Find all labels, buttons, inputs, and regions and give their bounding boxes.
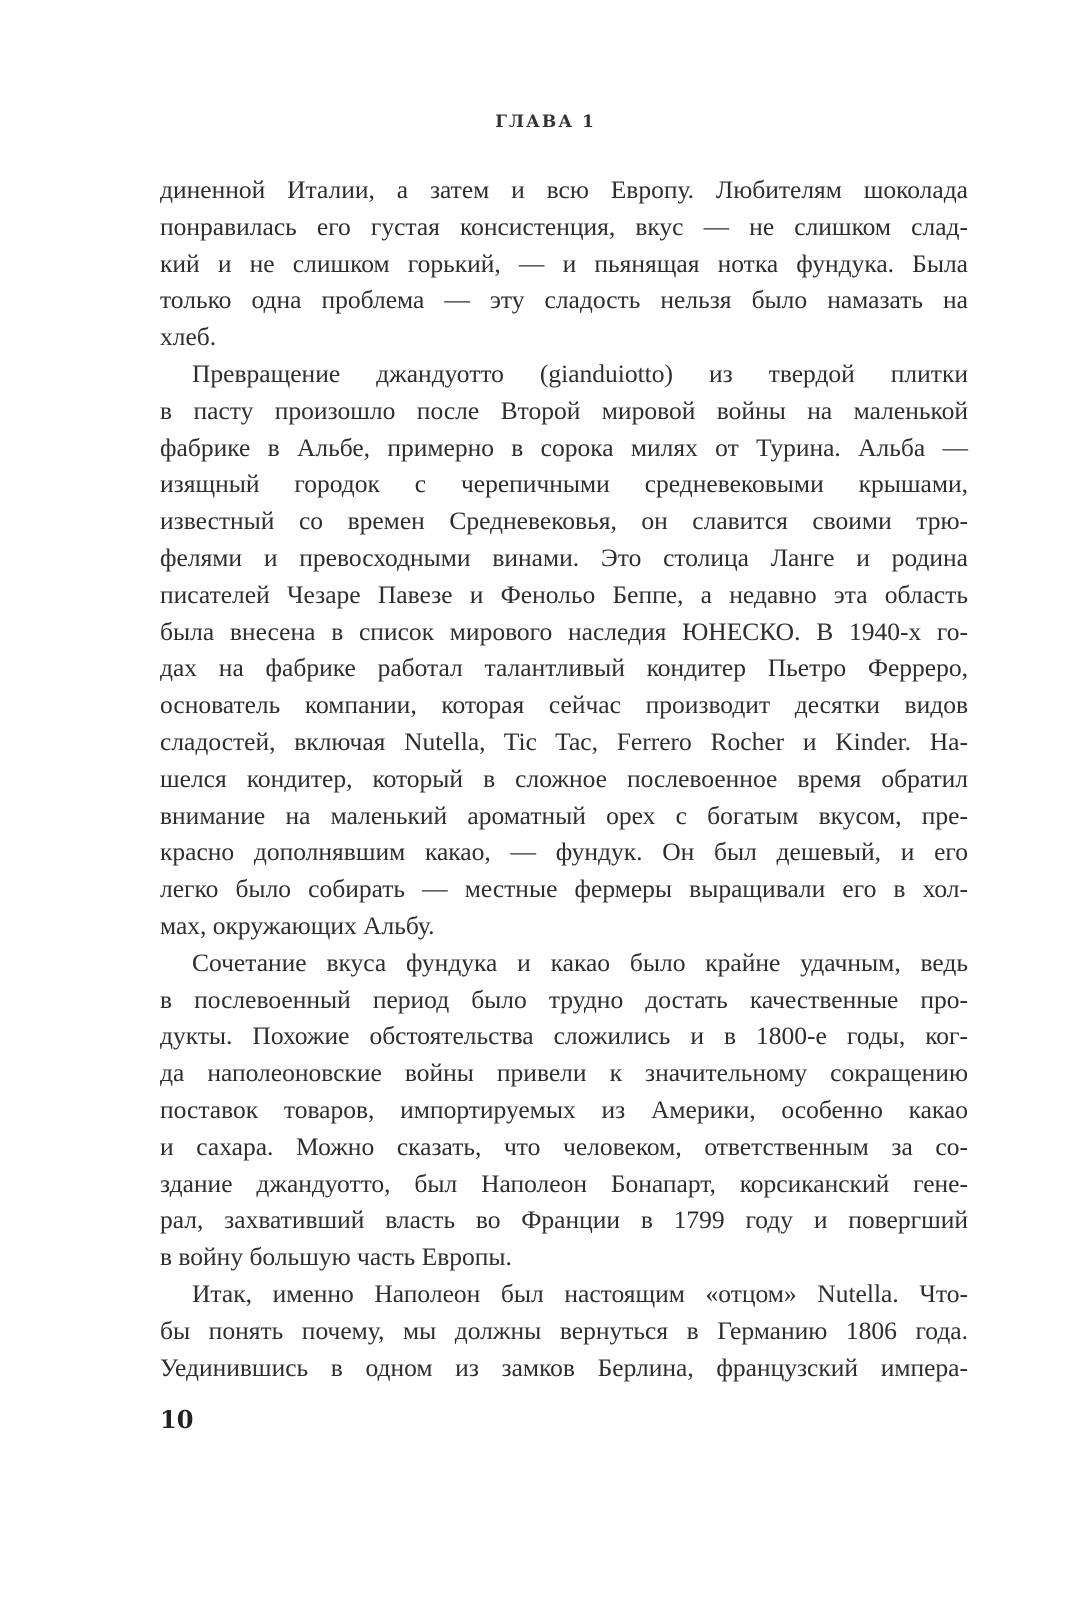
text-line: была внесена в список мирового наследия ЮНЕСКО. В 1940-х го- (160, 616, 968, 646)
text-line: поставок товаров, импортируемых из Америки, особенно какао (160, 1094, 968, 1124)
text-line: шелся кондитер, который в сложное послевоенное время обратил (160, 763, 968, 793)
text-line: фабрике в Альбе, примерно в сорока милях от Турина. Альба — (160, 432, 968, 462)
text-line: хлеб. (160, 322, 217, 352)
text-line: легко было собирать — местные фермеры выращивали его в хол- (160, 874, 968, 904)
text-line: Сочетание вкуса фундука и какао было крайне удачным, ведь (192, 947, 968, 977)
text-line: дукты. Похожие обстоятельства сложились и в 1800-е годы, ког- (160, 1021, 968, 1051)
text-line: понравилась его густая консистенция, вкус — не слишком слад- (160, 211, 968, 241)
body-text (160, 172, 968, 1386)
text-line: здание джандуотто, был Наполеон Бонапарт, корсиканский гене- (160, 1168, 968, 1198)
text-line: дах на фабрике работал талантливый кондитер Пьетро Ферреро, (160, 653, 968, 683)
text-line: диненной Италии, а затем и всю Европу. Любителям шоколада (160, 175, 968, 204)
text-line: да наполеоновские войны привели к значительному сокращению (160, 1058, 968, 1088)
text-line: рал, захвативший власть во Франции в 1799 году и повергший (160, 1205, 968, 1235)
text-line: фелями и превосходными винами. Это столица Ланге и родина (160, 542, 968, 572)
text-line: Превращение джандуотто (gianduiotto) из твердой плитки (192, 358, 968, 388)
text-line: красно дополнявшим какао, — фундук. Он был дешевый, и его (160, 837, 968, 867)
text-line: основатель компании, которая сейчас производит десятки видов (160, 690, 968, 720)
running-head: ГЛАВА 1 (495, 112, 596, 132)
text-line: мах, окружающих Альбу. (160, 910, 435, 940)
text-line: в пасту произошло после Второй мировой войны на маленькой (160, 395, 968, 425)
page-number: 10 (160, 1405, 194, 1434)
text-line: сладостей, включая Nutella, Tic Tac, Ferrero Rocher и Kinder. На- (160, 726, 968, 756)
text-line: только одна проблема — эту сладость нельзя было намазать на (160, 285, 968, 315)
text-line: внимание на маленький ароматный орех с богатым вкусом, пре- (160, 800, 968, 830)
text-line: писателей Чезаре Павезе и Фенольо Беппе, а недавно эта область (160, 579, 968, 609)
text-line: бы понять почему, мы должны вернуться в Германию 1806 года. (160, 1315, 968, 1345)
text-line: кий и не слишком горький, — и пьянящая нотка фундука. Была (160, 248, 968, 278)
text-line: Уединившись в одном из замков Берлина, французский импера- (160, 1352, 968, 1382)
text-line: изящный городок с черепичными средневековыми крышами, (160, 469, 968, 499)
text-line: известный со времен Средневековья, он славится своими трю- (160, 506, 968, 536)
text-line: Итак, именно Наполеон был настоящим «отцом» Nutella. Что- (192, 1278, 968, 1308)
text-line: в послевоенный период было трудно достать качественные про- (160, 984, 968, 1014)
text-line: и сахара. Можно сказать, что человеком, ответственным за со- (160, 1131, 968, 1161)
text-line: в войну большую часть Европы. (160, 1242, 512, 1272)
